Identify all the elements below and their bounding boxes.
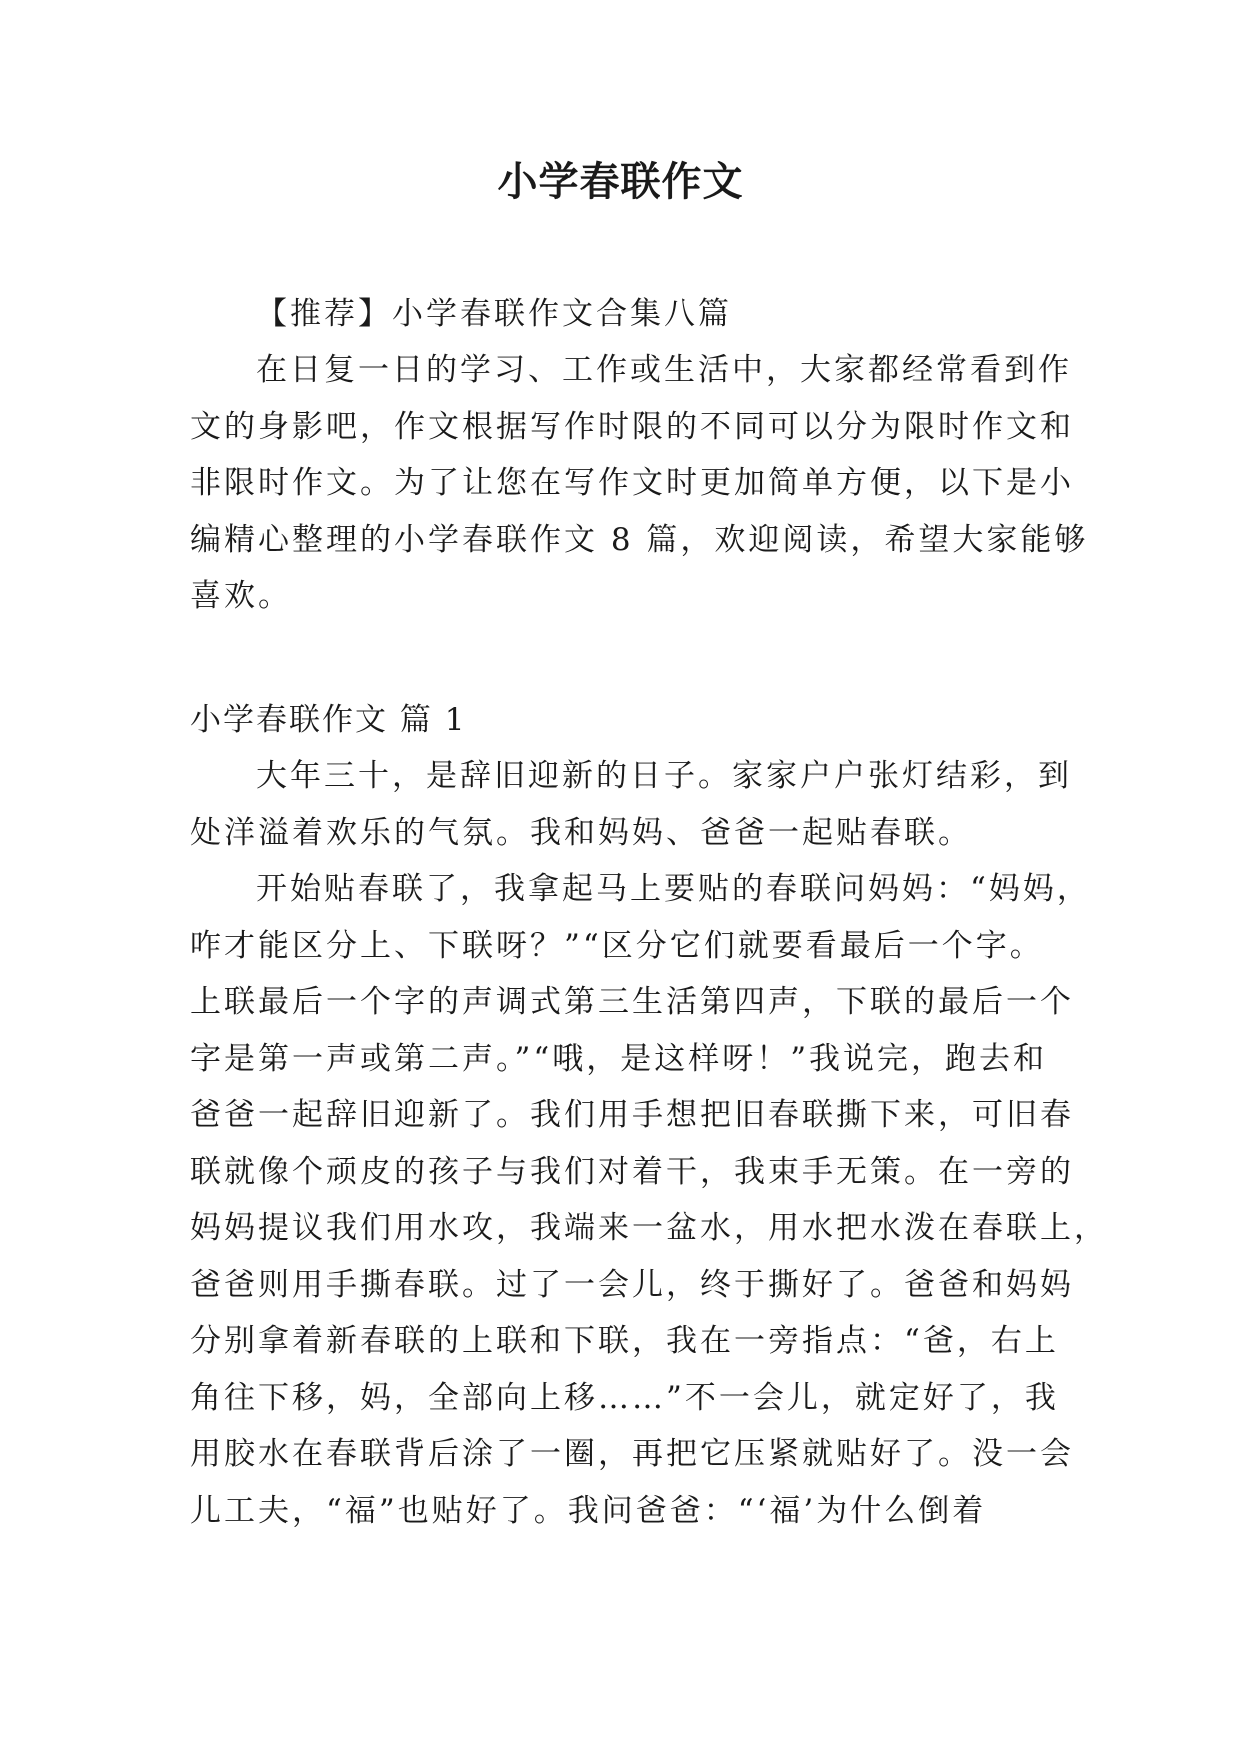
intro-heading xyxy=(190,286,1050,343)
paragraph-line: 上联最后一个字的声调式第三生活第四声，下联的最后一个 xyxy=(190,984,1074,1020)
intro-heading-text: 【推荐】小学春联作文合集八篇 xyxy=(256,296,732,332)
paragraph-line: 儿工夫，“福”也贴好了。我问爸爸：“‘福’为什么倒着 xyxy=(190,1492,987,1529)
paragraph-line: 字是第一声或第二声。”“哦，是这样呀！”我说完，跑去和 xyxy=(190,1040,1048,1077)
story-body xyxy=(190,748,1108,1539)
paragraph-line: 非限时作文。为了让您在写作文时更加简单方便，以下是小 xyxy=(190,465,1074,501)
paragraph-line: 编精心整理的小学春联作文 8 篇，欢迎阅读，希望大家能够 xyxy=(190,521,1089,558)
paragraph-line: 喜欢。 xyxy=(190,578,292,614)
section-heading-text: 小学春联作文 篇 1 xyxy=(190,702,467,738)
intro-paragraph xyxy=(190,342,1089,625)
paragraph-line: 妈妈提议我们用水攻，我端来一盆水，用水把水泼在春联上， xyxy=(190,1210,1108,1246)
paragraph-line: 爸爸一起辞旧迎新了。我们用手想把旧春联撕下来，可旧春 xyxy=(190,1097,1074,1133)
paragraph-line: 爸爸则用手撕春联。过了一会儿，终于撕好了。爸爸和妈妈 xyxy=(190,1266,1074,1303)
paragraph-line: 分别拿着新春联的上联和下联，我在一旁指点：“爸，右上 xyxy=(190,1323,1059,1359)
paragraph-line: 处洋溢着欢乐的气氛。我和妈妈、爸爸一起贴春联。 xyxy=(190,814,972,851)
paragraph-line: 联就像个顽皮的孩子与我们对着干，我束手无策。在一旁的 xyxy=(190,1153,1074,1190)
document-title: 小学春联作文 xyxy=(497,158,744,205)
section-heading xyxy=(190,692,1050,749)
paragraph-line: 咋才能区分上、下联呀？”“区分它们就要看最后一个字。 xyxy=(190,927,1044,964)
paragraph-line: 角往下移，妈，全部向上移……”不一会儿，就定好了，我 xyxy=(190,1379,1059,1416)
paragraph-line: 开始贴春联了，我拿起马上要贴的春联问妈妈：“妈妈， xyxy=(256,871,1091,907)
paragraph-line: 用胶水在春联背后涂了一圈，再把它压紧就贴好了。没一会 xyxy=(190,1436,1074,1472)
paragraph-line: 文的身影吧，作文根据写作时限的不同可以分为限时作文和 xyxy=(190,408,1074,445)
paragraph-line: 大年三十，是辞旧迎新的日子。家家户户张灯结彩，到 xyxy=(256,758,1072,794)
paragraph-line: 在日复一日的学习、工作或生活中，大家都经常看到作 xyxy=(256,352,1072,388)
